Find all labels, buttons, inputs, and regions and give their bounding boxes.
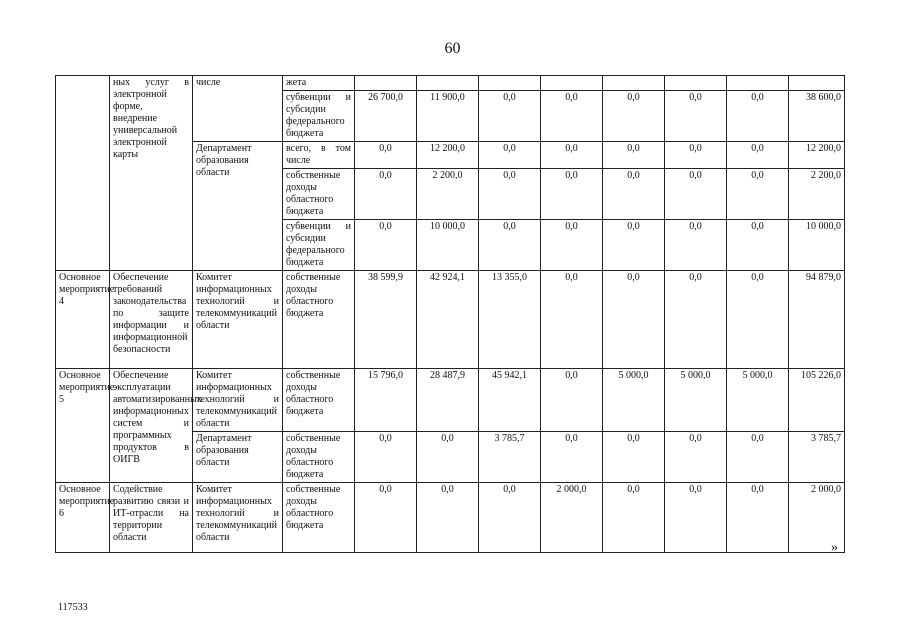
amount-cell: 94 879,0 (789, 271, 845, 369)
amount-cell: 0,0 (541, 142, 603, 169)
amount-cell: 5 000,0 (603, 369, 665, 432)
amount-cell: 0,0 (603, 169, 665, 220)
amount-cell (603, 76, 665, 91)
text-cell: числе (193, 76, 283, 142)
table-row (56, 271, 845, 369)
amount-cell (665, 76, 727, 91)
amount-cell: 0,0 (541, 369, 603, 432)
amount-cell: 0,0 (479, 220, 541, 271)
text-cell: Комитет информационных технологий и телекоммуникаций области (193, 271, 283, 369)
amount-cell: 0,0 (417, 432, 479, 483)
amount-cell: 2 000,0 (541, 483, 603, 553)
text-cell: Содействие развитию связи и ИТ-отрасли на территории области (110, 483, 193, 553)
page-number: 60 (444, 40, 461, 57)
amount-cell: 0,0 (665, 220, 727, 271)
amount-cell: 0,0 (603, 483, 665, 553)
text-cell: субвенции и субсидии федерального бюджета (283, 220, 355, 271)
amount-cell: 15 796,0 (355, 369, 417, 432)
text-cell: Основное мероприятие 6 (56, 483, 110, 553)
amount-cell (727, 76, 789, 91)
amount-cell: 13 355,0 (479, 271, 541, 369)
amount-cell: 0,0 (603, 142, 665, 169)
amount-cell: 0,0 (727, 91, 789, 142)
amount-cell (541, 76, 603, 91)
amount-cell: 0,0 (479, 142, 541, 169)
amount-cell: 0,0 (727, 432, 789, 483)
table-body (56, 76, 845, 553)
amount-cell: 0,0 (417, 483, 479, 553)
text-cell: жета (283, 76, 355, 91)
amount-cell: 0,0 (727, 169, 789, 220)
amount-cell (479, 76, 541, 91)
text-cell: Основное мероприятие 5 (56, 369, 110, 483)
amount-cell: 0,0 (355, 142, 417, 169)
table-row (56, 483, 845, 553)
amount-cell: 45 942,1 (479, 369, 541, 432)
text-cell: ных услуг в электронной форме, внедрение универсальной электронной карты (110, 76, 193, 271)
text-cell: Обеспечение эксплуатации автоматизированных информационных систем и программных продуктов в ОИГВ (110, 369, 193, 483)
amount-cell: 42 924,1 (417, 271, 479, 369)
table-row (56, 76, 845, 91)
text-cell: собственные доходы областного бюджета (283, 369, 355, 432)
amount-cell: 5 000,0 (727, 369, 789, 432)
amount-cell: 38 600,0 (789, 91, 845, 142)
amount-cell: 105 226,0 (789, 369, 845, 432)
amount-cell: 0,0 (665, 271, 727, 369)
amount-cell: 0,0 (355, 220, 417, 271)
amount-cell: 0,0 (355, 483, 417, 553)
amount-cell: 0,0 (541, 91, 603, 142)
text-cell: Обеспечение требований законодательства по защите информации и информационной безопасности (110, 271, 193, 369)
amount-cell (789, 76, 845, 91)
amount-cell: 2 200,0 (417, 169, 479, 220)
amount-cell: 38 599,9 (355, 271, 417, 369)
amount-cell: 0,0 (727, 142, 789, 169)
text-cell: субвенции и субсидии федерального бюджета (283, 91, 355, 142)
budget-table (55, 75, 845, 553)
amount-cell: 0,0 (479, 169, 541, 220)
amount-cell: 10 000,0 (789, 220, 845, 271)
amount-cell: 26 700,0 (355, 91, 417, 142)
amount-cell: 0,0 (479, 91, 541, 142)
text-cell: Основное мероприятие 4 (56, 271, 110, 369)
amount-cell: 3 785,7 (789, 432, 845, 483)
amount-cell: 0,0 (727, 271, 789, 369)
amount-cell: 0,0 (355, 432, 417, 483)
amount-cell: 0,0 (603, 91, 665, 142)
amount-cell: 0,0 (665, 169, 727, 220)
amount-cell: 28 487,9 (417, 369, 479, 432)
amount-cell: 0,0 (541, 271, 603, 369)
text-cell: собственные доходы областного бюджета (283, 271, 355, 369)
table-row (56, 369, 845, 432)
text-cell: Департамент образования области (193, 142, 283, 271)
amount-cell: 0,0 (541, 220, 603, 271)
amount-cell: 0,0 (541, 169, 603, 220)
amount-cell: 10 000,0 (417, 220, 479, 271)
amount-cell: 0,0 (665, 142, 727, 169)
amount-cell (355, 76, 417, 91)
amount-cell: 0,0 (665, 483, 727, 553)
amount-cell: 12 200,0 (417, 142, 479, 169)
text-cell: Департамент образования области (193, 432, 283, 483)
amount-cell: 2 200,0 (789, 169, 845, 220)
amount-cell: 0,0 (479, 483, 541, 553)
amount-cell (417, 76, 479, 91)
amount-cell: 0,0 (603, 220, 665, 271)
amount-cell: 5 000,0 (665, 369, 727, 432)
text-cell: Комитет информационных технологий и телекоммуникаций области (193, 483, 283, 553)
amount-cell: 0,0 (727, 220, 789, 271)
amount-cell: 12 200,0 (789, 142, 845, 169)
text-cell: Комитет информационных технологий и телекоммуникаций области (193, 369, 283, 432)
amount-cell: 0,0 (665, 91, 727, 142)
amount-cell: 11 900,0 (417, 91, 479, 142)
text-cell: всего, в том числе (283, 142, 355, 169)
text-cell: собственные доходы областного бюджета (283, 432, 355, 483)
text-cell (56, 76, 110, 271)
amount-cell: 0,0 (355, 169, 417, 220)
amount-cell: 3 785,7 (479, 432, 541, 483)
amount-cell: 0,0 (727, 483, 789, 553)
footer-code: 117533 (58, 602, 88, 613)
amount-cell: 2 000,0 (789, 483, 845, 553)
amount-cell: 0,0 (541, 432, 603, 483)
amount-cell: 0,0 (603, 432, 665, 483)
amount-cell: 0,0 (603, 271, 665, 369)
text-cell: собственные доходы областного бюджета (283, 169, 355, 220)
amount-cell: 0,0 (665, 432, 727, 483)
continuation-mark: » (831, 540, 838, 555)
text-cell: собственные доходы областного бюджета (283, 483, 355, 553)
